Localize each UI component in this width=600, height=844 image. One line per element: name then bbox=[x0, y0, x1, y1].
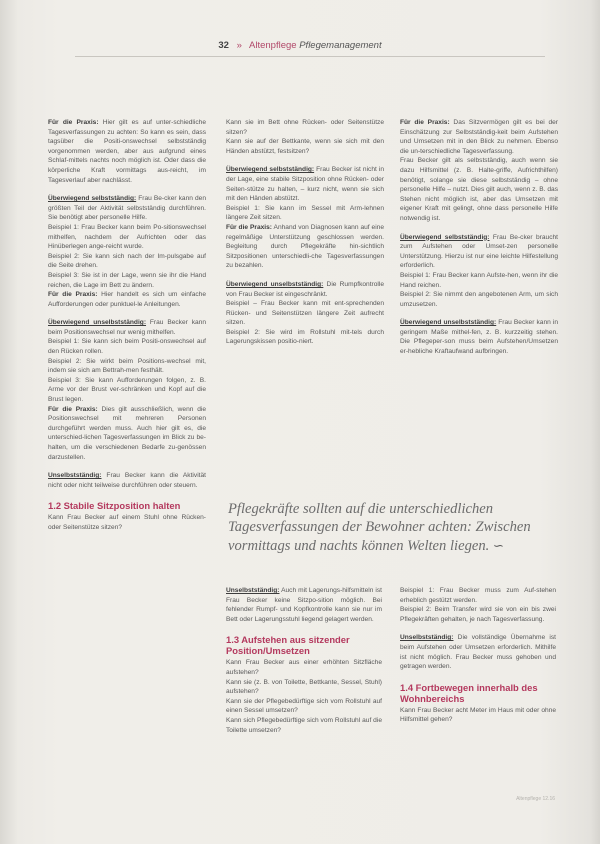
paragraph-text: Die Rumpfkontrolle von Frau Becker ist eingeschränkt. bbox=[226, 280, 384, 298]
paragraph bbox=[400, 633, 556, 671]
paragraph: Beispiel 3: Sie ist in der Lage, wenn sie ihr die Hand reichen, die Lage im Bett zu ändern. bbox=[48, 271, 206, 289]
paragraph bbox=[48, 405, 206, 463]
paragraph-text: Frau Be-cker braucht zum Aufstehen oder Umset-zen personelle Unterstützung. Hierzu ist nur eine leichte Hilfestellung erforderlich. bbox=[400, 233, 559, 270]
paragraph-text: Frau Becker kann in geringem Maße mithel-fen, z. B. kurzzeitig stehen. Die Pflegeper-son muss beim Aufstehen/Umsetzen er-hebliche Kraftaufwand aufbringen. bbox=[400, 319, 558, 356]
paragraph: Beispiel 2: Sie wirkt beim Positions-wechsel mit, indem sie sich am Bettrah-men festhält. bbox=[48, 357, 206, 375]
paragraph-text: Die vollständige Übernahme ist beim Aufstehen oder Umsetzen erforderlich. Mithilfe ist nicht möglich. Frau Becker muss gehoben und getragen werden. bbox=[400, 634, 556, 671]
paragraph: Kann sich Pflegebedürftige sich vom Rollstuhl auf die Toilette umsetzen? bbox=[226, 716, 382, 734]
paragraph: Frau Becker gilt als selbstständig, auch wenn sie dazu Hilfsmittel (z. B. Halte-griffe, Aufrichthilfen) benötigt, solange sie diese selbstständig – ohne personelle Hilfe – nutzt. Dies gilt auch, wenn z. B. das Stehen nicht möglich ist, aber das Umsetzen mit eigener Kraft mit gelingt, ohne dass personelle Hilfe notwendig ist. bbox=[400, 157, 558, 222]
magazine-name: Altenpflege bbox=[249, 40, 297, 51]
paragraph bbox=[48, 194, 206, 223]
paragraph bbox=[226, 280, 384, 299]
paragraph-text: Hier handelt es sich um einfache Aufforderungen oder punktuel-le Anleitungen. bbox=[48, 291, 206, 308]
paragraph: Beispiel 2: Sie nimmt den angebotenen Arm, um sich umzusetzen. bbox=[400, 291, 558, 308]
paragraph-heading: Unselbstständig: bbox=[48, 472, 102, 480]
paragraph: Beispiel 1: Frau Becker kann Aufste-hen, wenn ihr die Hand reichen. bbox=[400, 271, 558, 289]
paragraph: Kann Frau Becker aus einer erhöhten Sitzfläche aufstehen? bbox=[226, 659, 382, 676]
paragraph-text: Frau Becker kann die Aktivität nicht oder nicht teilweise durchführen oder steuern. bbox=[48, 472, 206, 489]
paragraph-heading: Überwiegend selbstständig: bbox=[400, 233, 490, 241]
paragraph-heading: Für die Praxis: bbox=[48, 405, 98, 413]
paragraph: Kann sie im Bett ohne Rücken- oder Seitenstütze sitzen? bbox=[226, 119, 384, 136]
paragraph-text: Frau Becker ist nicht in der Lage, eine stabile Sitzposition ohne Rücken- oder Seiten-stütze zu halten, – kurz nicht, wenn sie sich mit den Händen abstützt. bbox=[226, 166, 384, 203]
paragraph: Beispiel 3: Sie kann Aufforderungen folgen, z. B. Arme vor der Brust ver-schränken und Kopf auf die Brust legen. bbox=[48, 376, 206, 404]
column-5 bbox=[400, 586, 556, 725]
column-4 bbox=[226, 586, 382, 735]
paragraph-text: Auch mit Lagerungs-hilfsmitteln ist Frau Becker keine Sitzpo-sition möglich. Bei fehlender Rumpf- und Kopfkontrolle kann sie nur im Bett oder Lagerungsstuhl liegend gelagert werden. bbox=[226, 587, 382, 623]
section-heading: 1.4 Fortbewegen innerhalb des Wohnbereichs bbox=[400, 681, 538, 704]
paragraph-text: Dies gilt ausschließlich, wenn die Positionswechsel mit mehreren Personen durchgeführt werden muss. Auch hier gilt es, die unterschied-lichen Tagesverfassungen im Blick zu be-halten, um die verschiedenen Bedarfe zu-genössen darzustellen. bbox=[48, 405, 206, 461]
paragraph-heading: Überwiegend unselbstständig: bbox=[48, 319, 147, 327]
pull-quote-text: Pflegekräfte sollten auf die unterschiedlichen Tagesverfassungen der Bewohner achten: Zwischen vormittags und nachts können Welten liegen. bbox=[228, 501, 531, 554]
paragraph-heading: Überwiegend selbstständig: bbox=[226, 166, 315, 174]
paragraph-text: Das Sitzvermögen gilt es bei der Einschätzung zur Selbstständig-keit beim Aufstehen und Umsetzen mit in den Blick zu nehmen. Ebenso die un-terschiedliche Tagesverfassung. bbox=[400, 119, 558, 155]
paragraph bbox=[400, 118, 558, 156]
paragraph bbox=[400, 233, 558, 271]
paragraph-text: Hier gilt es auf unter-schiedliche Tagesverfassungen zu achten: So kann es sein, dass tagsüber die Positi-onswechsel selbstständig vorgenommen werden, aber aus aufgrund eines Schlaf-mittels nachts noch möglich ist. Oder dass die körperliche Kraft vormittags aus-reicht, im Tagesverlauf aber nachlässt. bbox=[48, 119, 206, 184]
paragraph: Beispiel 1: Frau Becker kann beim Po-sitionswechsel mithelfen, nachdem der Aufrichten oder das Hinüberlegen ange-reicht wurde. bbox=[48, 223, 206, 251]
paragraph bbox=[226, 223, 384, 271]
header-separator: » bbox=[236, 40, 242, 51]
paragraph: Beispiel 1: Frau Becker muss zum Auf-stehen erheblich gestützt werden. bbox=[400, 587, 556, 604]
column-1 bbox=[48, 118, 206, 533]
running-header bbox=[0, 40, 600, 51]
section-heading: 1.2 Stabile Sitzposition halten bbox=[48, 500, 181, 512]
section-heading: 1.3 Aufstehen aus sitzender Position/Umsetzen bbox=[226, 634, 350, 657]
paragraph: Kann sie (z. B. von Toilette, Bettkante, Sessel, Stuhl) aufstehen? bbox=[226, 678, 382, 696]
paragraph: Beispiel – Frau Becker kann mit ent-sprechenden Rücken- und Seitenstützen längere Zeit aufrecht sitzen. bbox=[226, 300, 384, 327]
paragraph-text: Frau Becker kann beim Positionswechsel nur wenig mithelfen. bbox=[48, 319, 206, 336]
paragraph bbox=[48, 471, 206, 490]
header-rule bbox=[75, 56, 545, 57]
paragraph-text: Anhand von Diagnosen kann auf eine regelmäßige Unterstützung geschlossen werden. Begleitung durch Pflegekräfte hin-sichtlich Sitzpositionen unterschiedli-che Tagesverfassungen zu bezahlen. bbox=[226, 223, 385, 270]
pull-quote bbox=[228, 500, 558, 555]
paragraph-heading: Für die Praxis: bbox=[48, 119, 99, 126]
section-name: Pflegemanagement bbox=[299, 40, 382, 51]
paragraph: Beispiel 1: Sie kann sich beim Positi-onswechsel auf den Rücken rollen. bbox=[48, 338, 206, 356]
paragraph-heading: Für die Praxis: bbox=[48, 291, 98, 299]
paragraph-heading: Für die Praxis: bbox=[400, 119, 450, 126]
paragraph: Beispiel 2: Beim Transfer wird sie von ein bis zwei Pflegekräften gehalten, je nach Tagesverfassung. bbox=[400, 606, 556, 623]
paragraph-heading: Unselbstständig: bbox=[400, 634, 454, 642]
paragraph bbox=[226, 586, 382, 624]
paragraph-text: Frau Be-cker kann den größten Teil der Aktivität selbstständig durchführen. Sie benötigt aber personelle Hilfe. bbox=[48, 195, 206, 222]
footer-issue: Altenpflege 12.16 bbox=[516, 796, 555, 802]
paragraph: Kann Frau Becker acht Meter im Haus mit oder ohne Hilfsmittel gehen? bbox=[400, 706, 556, 724]
paragraph: Beispiel 2: Sie wird im Rollstuhl mit-tels durch Lagerungskissen positio-niert. bbox=[226, 328, 384, 346]
paragraph: Beispiel 2: Sie kann sich nach der Im-pulsgabe auf die Seite drehen. bbox=[48, 252, 206, 270]
paragraph bbox=[48, 290, 206, 309]
paragraph: Kann Frau Becker auf einem Stuhl ohne Rücken- oder Seitenstütze sitzen? bbox=[48, 514, 206, 531]
paragraph: Kann sie auf der Bettkante, wenn sie sich mit den Händen abstützt, festsitzen? bbox=[226, 138, 384, 155]
paragraph: Beispiel 1: Sie kann im Sessel mit Arm-lehnen längere Zeit sitzen. bbox=[226, 204, 384, 222]
column-2 bbox=[226, 118, 384, 347]
paragraph-heading: Unselbstständig: bbox=[226, 587, 280, 594]
paragraph-heading: Überwiegend selbstständig: bbox=[48, 195, 137, 203]
column-3 bbox=[400, 118, 558, 357]
paragraph bbox=[226, 165, 384, 203]
paragraph bbox=[48, 318, 206, 337]
paragraph-heading: Überwiegend unselbstständig: bbox=[226, 280, 324, 288]
paragraph: Kann sie der Pflegebedürftige sich vom Rollstuhl auf einen Sessel umsetzen? bbox=[226, 697, 382, 715]
paragraph-heading: Überwiegend unselbstständig: bbox=[400, 319, 497, 327]
paragraph-heading: Für die Praxis: bbox=[226, 223, 272, 231]
flourish-icon: ∽ bbox=[492, 537, 504, 553]
paragraph bbox=[48, 118, 206, 185]
page-number: 32 bbox=[218, 40, 229, 51]
paragraph bbox=[400, 318, 558, 356]
